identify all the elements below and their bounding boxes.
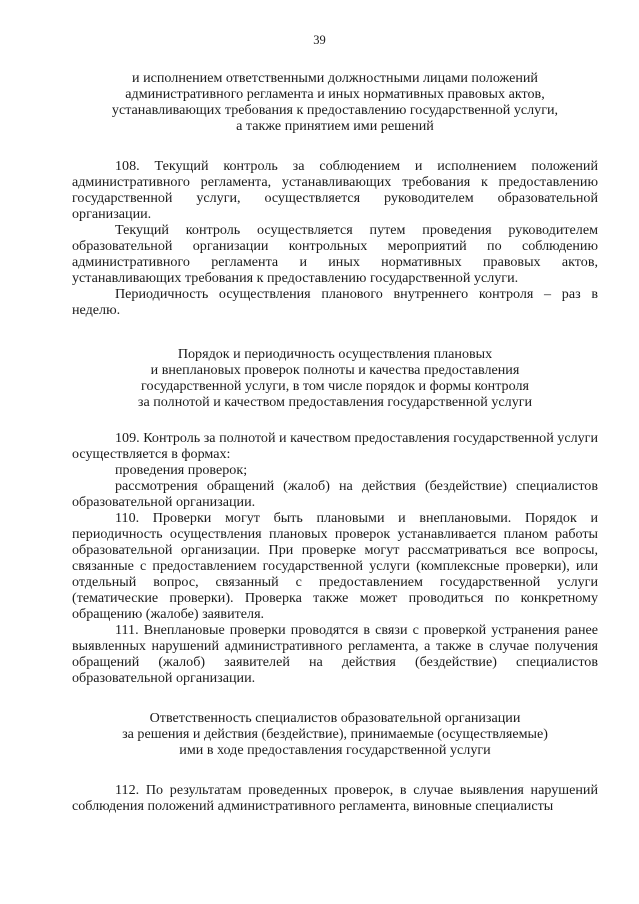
document-body — [72, 70, 598, 814]
section-heading-control-responsibility — [72, 70, 598, 134]
heading-line: и исполнением ответственными должностными лицами положений — [132, 70, 538, 86]
heading-line: за полнотой и качеством предоставления государственной услуги — [137, 394, 533, 410]
heading-line: государственной услуги, в том числе порядок и формы контроля — [141, 378, 529, 394]
paragraph-current-control: Текущий контроль осуществляется путем проведения руководителем образовательной организации контрольных мероприятий по соблюдению административного регламента и иных нормативных правовых актов, устанавливающих требования к предоставлению государственной услуги. — [72, 222, 598, 286]
paragraph-109: 109. Контроль за полнотой и качеством предоставления государственной услуги осуществляется в формах: — [72, 430, 598, 462]
paragraph-form-inspections: проведения проверок; — [115, 462, 248, 478]
heading-line: Порядок и периодичность осуществления плановых — [177, 346, 493, 362]
heading-line: и внеплановых проверок полноты и качества предоставления — [150, 362, 520, 378]
paragraph-111: 111. Внеплановые проверки проводятся в связи с проверкой устранения ранее выявленных нарушений административного регламента, а также в случае получения обращений (жалоб) заявителей на действия (бездействие) специалистов образовательной организации. — [72, 622, 598, 686]
paragraph-form-complaints: рассмотрения обращений (жалоб) на действия (бездействие) специалистов образовательной организации. — [72, 478, 598, 510]
paragraph-periodicity: Периодичность осуществления планового внутреннего контроля – раз в неделю. — [72, 286, 598, 318]
heading-line: за решения и действия (бездействие), принимаемые (осуществляемые) — [122, 726, 548, 742]
heading-line: ими в ходе предоставления государственной услуги — [179, 742, 491, 758]
section-heading-responsibility — [72, 710, 598, 758]
paragraph-110: 110. Проверки могут быть плановыми и внеплановыми. Порядок и периодичность осуществления плановых проверок устанавливается планом работы образовательной организации. При проверке могут рассматриваться все вопросы, связанные с предоставлением государственной услуги (комплексные проверки), или отдельный вопрос, связанный с предоставлением государственной услуги (тематические проверки). Проверка также может проводиться по конкретному обращению (жалобе) заявителя. — [72, 510, 598, 622]
heading-line: устанавливающих требования к предоставлению государственной услуги, — [111, 102, 559, 118]
heading-line: Ответственность специалистов образовательной организации — [149, 710, 521, 726]
section-heading-inspections — [72, 346, 598, 410]
page-number: 39 — [313, 33, 326, 47]
heading-line: административного регламента и иных нормативных правовых актов, — [125, 86, 545, 102]
paragraph-108: 108. Текущий контроль за соблюдением и исполнением положений административного регламента, устанавливающих требования к предоставлению государственной услуги, осуществляется руководителем образовательной организации. — [72, 158, 598, 222]
paragraph-112: 112. По результатам проведенных проверок, в случае выявления нарушений соблюдения положений административного регламента, виновные специалисты — [72, 782, 598, 814]
heading-line: а также принятием ими решений — [236, 118, 434, 134]
